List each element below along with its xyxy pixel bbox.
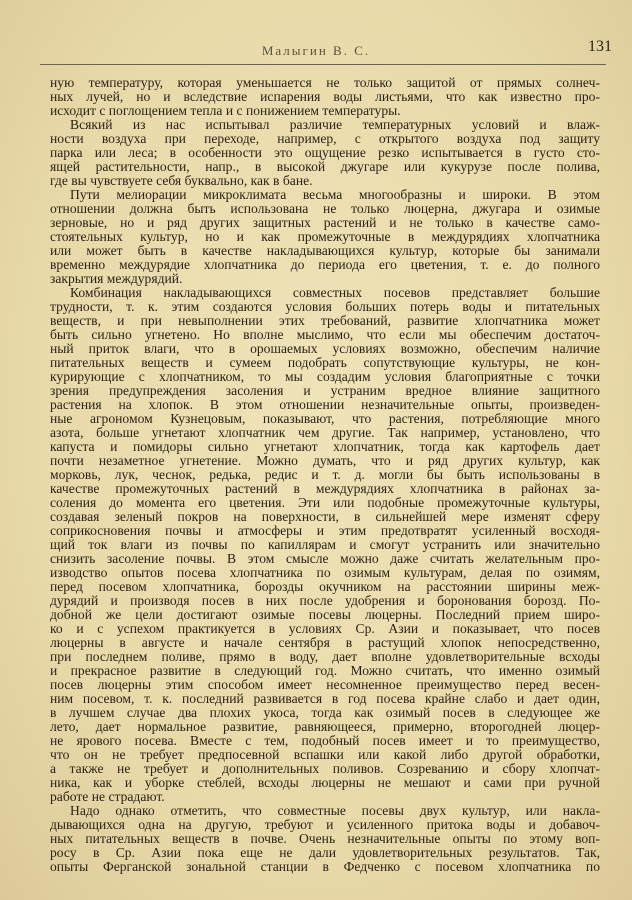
text-line: курирующие с хлопчатником, то мы создадим условия благоприятные с точки — [50, 369, 600, 384]
text-line: ных питательных веществ в почве. Очень незначительные опыты по этому воп- — [50, 831, 600, 846]
text-line: парка или леса; в особенности это ощущение резко испытывается в густо сто- — [50, 145, 600, 160]
text-line: а также не требует и дополнительных поливов. Созреванию и сбору хлопчат- — [50, 761, 600, 776]
paragraph — [50, 76, 600, 118]
text-line: и прекрасное развитие в следующий год. Можно считать, что именно озимый — [50, 663, 600, 678]
text-line: азота, больше угнетают хлопчатник чем другие. Так например, установлено, что — [50, 425, 600, 440]
text-line: посев люцерны этим способом имеет несомненное преимущество перед весен- — [50, 677, 600, 692]
text-line: не ярового посева. Вместе с тем, подобный посев имеет и то преимущество, — [50, 733, 600, 748]
text-line: снизить засоление почвы. В этом смысле можно даже считать желательным про- — [50, 551, 600, 566]
text-line: или может быть в качестве накладывающихся культур, которые бы занимали — [50, 243, 600, 258]
text-line: зерновые, но и ряд других защитных растений и не только в качестве само- — [50, 215, 600, 230]
text-line: дурядий и производя посев в них после удобрения и боронования борозд. По- — [50, 593, 600, 608]
text-line: соприкосновения почвы и атмосферы и этим предотвратят усиленный восходя- — [50, 523, 600, 538]
text-line: ящей растительности, напр., в высокой джугаре или кукурузе после полива, — [50, 159, 600, 174]
header-rule — [40, 64, 606, 65]
text-line: закрытия междурядий. — [50, 271, 183, 286]
text-line: морковь, лук, чеснок, редька, редис и т. д. могли бы быть использованы в — [50, 467, 600, 482]
text-line: ные агрономом Кузнецовым, показывают, что растения, потребляющие много — [50, 411, 600, 426]
text-line: дывающихся одна на другую, требуют и усиленного притока воды и добавоч- — [50, 817, 600, 832]
text-line: щий ток влаги из почвы по капиллярам и смогут устранить или значительно — [50, 537, 600, 552]
paragraph — [50, 118, 600, 188]
text-line: лето, дает нормальное развитие, равняющееся, примерно, второгодней люцер- — [50, 719, 600, 734]
text-line: капуста и помидоры сильно угнетают хлопчатник, тогда как картофель дает — [50, 439, 600, 454]
text-line: Всякий из нас испытывал различие температурных условий и влаж- — [70, 117, 600, 132]
text-line: перед посевом хлопчатника, борозды окучником на расстоянии ширины меж- — [50, 579, 600, 594]
text-line: работе не страдают. — [50, 789, 165, 804]
body-text — [50, 76, 600, 874]
text-line: трудности, т. к. этим создаются условия больших потерь воды и питательных — [50, 299, 600, 314]
text-line: зрения предупреждения засоления и устраним вредное влияние защитного — [50, 383, 600, 398]
page-number: 131 — [588, 38, 612, 55]
text-line: создавая зеленый покров на поверхности, в сильнейшей мере изменят сферу — [50, 509, 600, 524]
running-header-author: Малыгин В. С. — [261, 43, 371, 58]
paragraph — [50, 188, 600, 286]
text-line: ко и с успехом практикуется в условиях Ср. Азии и показывает, что посев — [50, 621, 600, 636]
text-line: что он не требует предпосевной вспашки или какой либо другой обработки, — [50, 747, 600, 762]
text-line: почти незаметное угнетение. Можно думать, что и ряд других культур, как — [50, 453, 600, 468]
text-line: растения на хлопок. В этом отношении незначительные опыты, произведен- — [50, 397, 600, 412]
text-line: отношении должна быть использована не только люцерна, джугара и озимые — [50, 201, 600, 216]
text-line: веществ, и при невыполнении этих требований, развитие хлопчатника может — [50, 313, 600, 328]
text-line: ных лучей, но и вследствие испарения воды листьями, что как известно про- — [50, 89, 600, 104]
text-line: ную температуру, которая уменьшается не только защитой от прямых солнеч- — [50, 75, 600, 90]
text-line: ника, как и уборке стеблей, всходы люцерны не мешают и сами при ручной — [50, 775, 600, 790]
text-line: изводство опытов посева хлопчатника по озимым культурам, делая по озимям, — [50, 565, 600, 580]
text-line: опыты Ферганской зональной станции в Федченко с посевом хлопчатника по — [50, 859, 600, 874]
text-line: Надо однако отметить, что совместные посевы двух культур, или накла- — [70, 803, 600, 818]
text-line: исходит с поглощением тепла и с понижением температуры. — [50, 103, 401, 118]
text-line: питательных веществ и сумеем подобрать сопутствующие культуры, не кон- — [50, 355, 600, 370]
text-line: ности воздуха при переходе, например, с открытого воздуха под защиту — [50, 131, 600, 146]
text-line: Пути мелиорации микроклимата весьма многообразны и широки. В этом — [70, 187, 600, 202]
text-line: росу в Ср. Азии пока еще не дали удовлетворительных результатов. Так, — [50, 845, 600, 860]
text-line: ный приток влаги, что в орошаемых условиях возможно, обеспечим наличие — [50, 341, 600, 356]
text-line: качестве промежуточных растений в междурядиях хлопчатника в районах за- — [50, 481, 600, 496]
text-line: Комбинация накладывающихся совместных посевов представляет большие — [70, 285, 600, 300]
paragraph — [50, 286, 600, 804]
text-line: стоятельных культур, но и как промежуточные в междурядиях хлопчатника — [50, 229, 600, 244]
text-line: при последнем поливе, прямо в воду, дает вполне удовлетворительные всходы — [50, 649, 600, 664]
text-line: быть сильно угнетено. Но вполне мыслимо, что если мы обеспечим достаточ- — [50, 327, 600, 342]
text-line: в лучшем случае два плохих укоса, тогда как озимый посев в следующее же — [50, 705, 600, 720]
text-line: ним посевом, т. к. последний развивается в год посева крайне слабо и дает один, — [50, 691, 600, 706]
text-line: люцерны в августе и начале сентября в растущий хлопок непосредственно, — [50, 635, 600, 650]
text-line: временно междурядие хлопчатника до периода его цветения, т. е. до полного — [50, 257, 600, 272]
text-line: где вы чувствуете себя буквально, как в бане. — [50, 173, 313, 188]
paragraph — [50, 804, 600, 874]
text-line: добной же цели достигают озимые посевы люцерны. Последний прием широ- — [50, 607, 600, 622]
text-line: соления до момента его цветения. Эти или подобные промежуточные культуры, — [50, 495, 600, 510]
